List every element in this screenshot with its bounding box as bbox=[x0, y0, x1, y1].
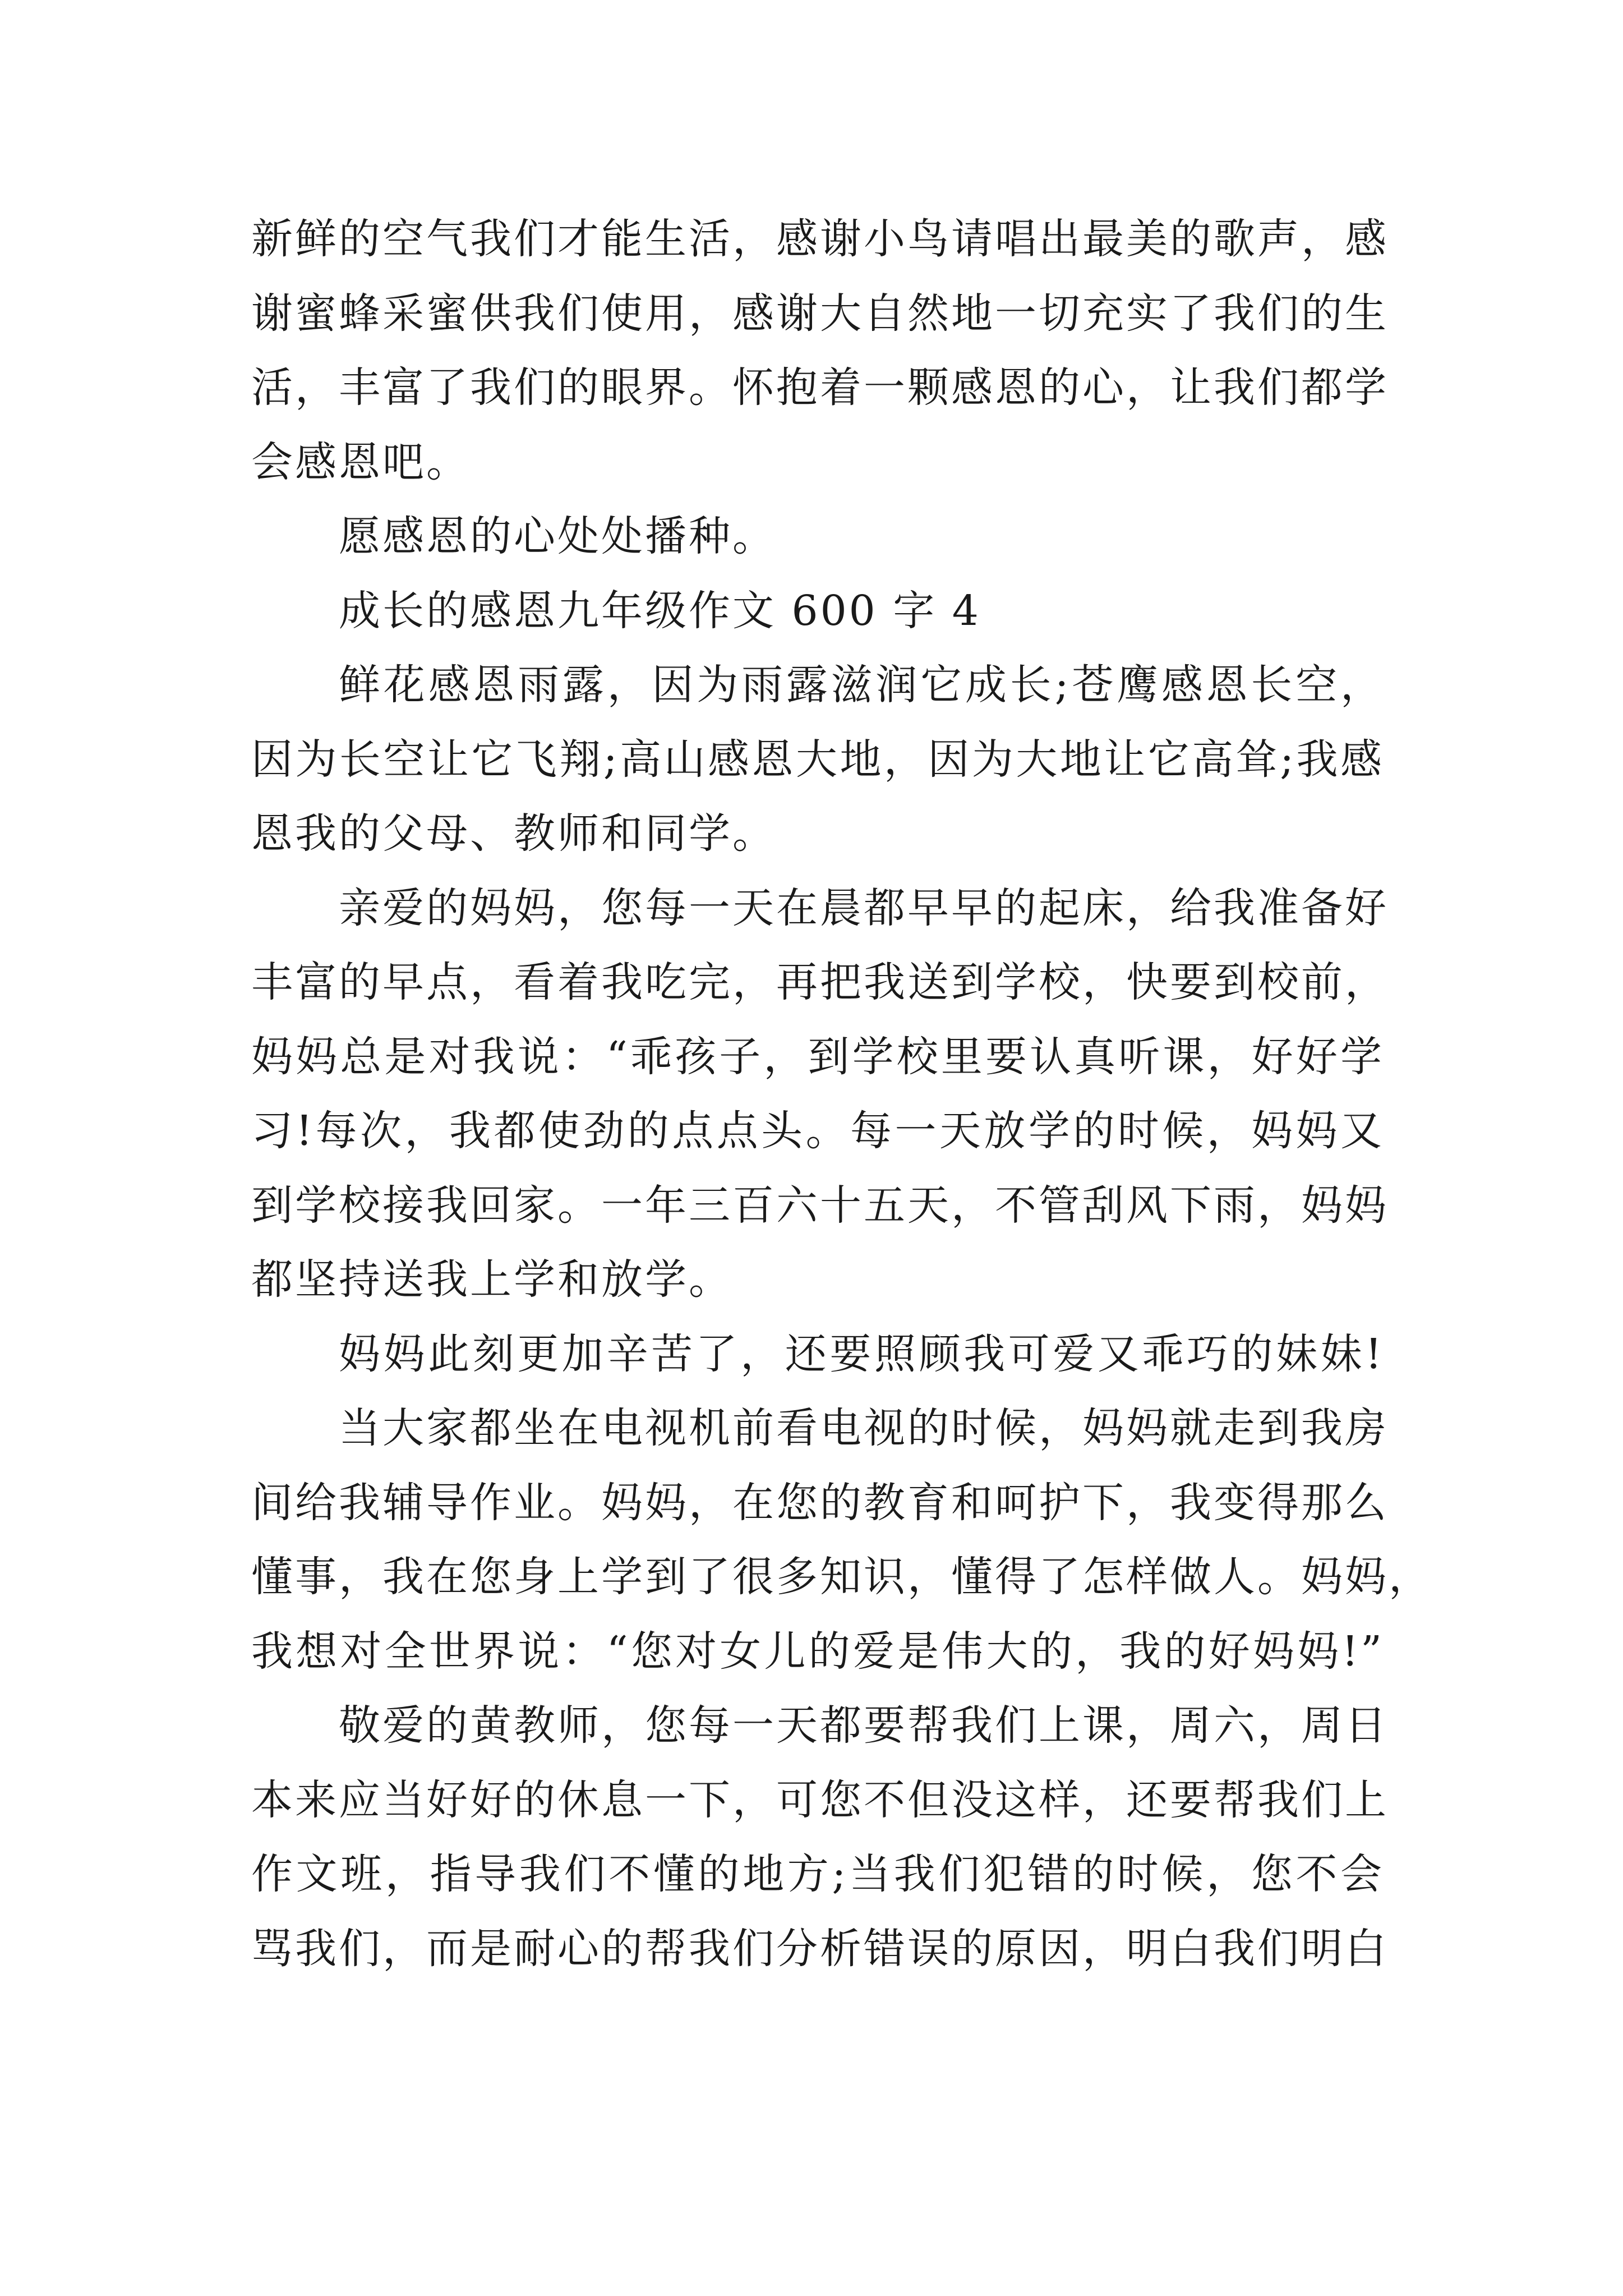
text-line: 懂事，我在您身上学到了很多知识，懂得了怎样做人。妈妈， bbox=[251, 1553, 1432, 1601]
text-line: 鲜花感恩雨露，因为雨露滋润它成长;苍鹰感恩长空， bbox=[339, 661, 1384, 709]
text-line: 我想对全世界说：“您对女儿的爱是伟大的，我的好妈妈!” bbox=[251, 1627, 1384, 1676]
essay-title: 成长的感恩九年级作文 600 字 4 bbox=[339, 586, 981, 635]
text-line: 习!每次，我都使劲的点点头。每一天放学的时候，妈妈又 bbox=[251, 1107, 1384, 1155]
text-line: 愿感恩的心处处播种。 bbox=[339, 512, 776, 560]
text-line: 本来应当好好的休息一下，可您不但没这样，还要帮我们上 bbox=[251, 1775, 1389, 1824]
text-line: 因为长空让它飞翔;高山感恩大地，因为大地让它高耸;我感 bbox=[251, 735, 1384, 784]
text-line: 作文班，指导我们不懂的地方;当我们犯错的时候，您不会 bbox=[251, 1850, 1384, 1898]
text-line: 新鲜的空气我们才能生活，感谢小鸟请唱出最美的歌声，感 bbox=[251, 215, 1389, 263]
text-line: 当大家都坐在电视机前看电视的时候，妈妈就走到我房 bbox=[339, 1404, 1389, 1452]
essay-body bbox=[251, 202, 1432, 1986]
text-line: 谢蜜蜂采蜜供我们使用，感谢大自然地一切充实了我们的生 bbox=[251, 289, 1389, 338]
text-line: 会感恩吧。 bbox=[251, 438, 470, 486]
text-line: 活，丰富了我们的眼界。怀抱着一颗感恩的心，让我们都学 bbox=[251, 364, 1389, 412]
text-line: 间给我辅导作业。妈妈，在您的教育和呵护下，我变得那么 bbox=[251, 1478, 1389, 1527]
text-line: 到学校接我回家。一年三百六十五天，不管刮风下雨，妈妈 bbox=[251, 1181, 1389, 1230]
text-line: 都坚持送我上学和放学。 bbox=[251, 1255, 732, 1304]
text-line: 妈妈此刻更加辛苦了，还要照顾我可爱又乖巧的妹妹! bbox=[339, 1329, 1384, 1378]
text-line: 敬爱的黄教师，您每一天都要帮我们上课，周六，周日 bbox=[339, 1701, 1389, 1750]
text-line: 妈妈总是对我说：“乖孩子，到学校里要认真听课，好好学 bbox=[251, 1032, 1384, 1081]
text-line: 亲爱的妈妈，您每一天在晨都早早的起床，给我准备好 bbox=[339, 884, 1389, 932]
text-line: 骂我们，而是耐心的帮我们分析错误的原因，明白我们明白 bbox=[251, 1924, 1389, 1973]
text-line: 恩我的父母、教师和同学。 bbox=[251, 809, 776, 858]
text-line: 丰富的早点，看着我吃完，再把我送到学校，快要到校前， bbox=[251, 958, 1389, 1006]
